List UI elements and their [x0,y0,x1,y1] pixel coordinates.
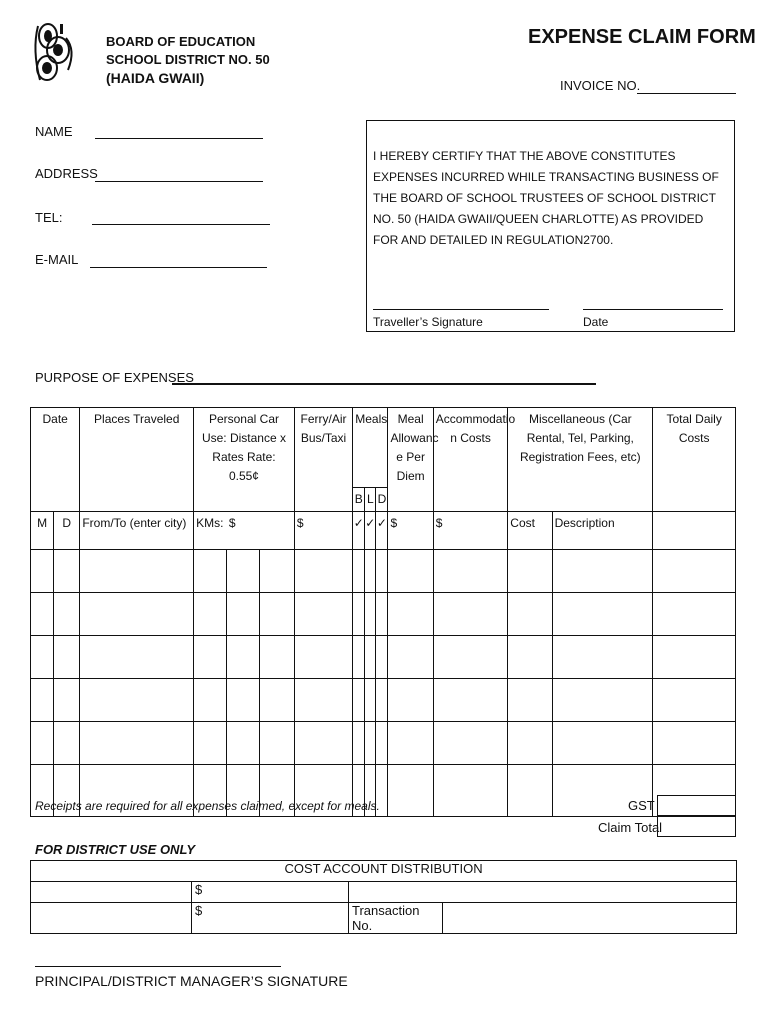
table-cell[interactable] [376,636,388,679]
form-title: EXPENSE CLAIM FORM [528,26,756,48]
table-cell[interactable] [54,722,80,765]
table-cell[interactable] [54,550,80,593]
table-cell[interactable] [31,636,54,679]
table-cell[interactable] [294,550,352,593]
header-total: Total Daily Costs [653,408,736,512]
table-cell[interactable] [508,722,552,765]
sub-accom-dollar: $ [433,512,508,550]
sub-check-b: ✓ [353,512,365,550]
tel-field[interactable] [92,224,270,225]
name-field[interactable] [95,138,263,139]
table-cell[interactable] [388,636,433,679]
table-cell[interactable] [508,550,552,593]
table-cell[interactable] [365,593,376,636]
table-cell[interactable] [433,722,508,765]
traveller-signature-label: Traveller’s Signature [373,315,483,329]
cost-account-code-2[interactable] [31,903,192,934]
header-meal-l: L [365,488,376,512]
sub-kms: KMs: [194,512,227,550]
sub-meal-dollar: $ [388,512,433,550]
principal-signature-label: PRINCIPAL/DISTRICT MANAGER’S SIGNATURE [35,973,348,989]
expense-table [30,407,736,817]
transaction-label: Transaction No. [349,903,443,934]
table-cell[interactable] [31,722,54,765]
certify-box [366,120,735,332]
table-cell[interactable] [353,636,365,679]
cost-account-heading: COST ACCOUNT DISTRIBUTION [31,861,737,882]
table-cell[interactable] [376,722,388,765]
table-cell[interactable] [653,679,736,722]
table-cell[interactable] [31,593,54,636]
table-cell[interactable] [80,722,194,765]
table-cell[interactable] [508,765,552,817]
certify-date-field[interactable] [583,309,723,310]
sub-total [653,512,736,550]
table-row [31,679,736,722]
email-field[interactable] [90,267,267,268]
table-cell[interactable] [259,593,294,636]
org-name-line1: BOARD OF EDUCATION [106,34,256,49]
table-cell[interactable] [294,722,352,765]
table-cell[interactable] [433,593,508,636]
header-meal-b: B [353,488,365,512]
table-cell[interactable] [552,593,653,636]
table-cell[interactable] [259,722,294,765]
header-meal-allowance: Meal Allowanc e Per Diem [388,408,433,512]
table-cell[interactable] [294,593,352,636]
header-places: Places Traveled [80,408,194,512]
table-cell[interactable] [376,550,388,593]
sub-d: D [54,512,80,550]
cost-account-table [30,860,737,934]
header-car: Personal Car Use: Distance x Rates Rate: 0.55¢ [194,408,295,512]
table-cell[interactable] [365,679,376,722]
table-cell[interactable] [433,765,508,817]
name-label: NAME [35,124,73,139]
table-cell[interactable] [552,550,653,593]
table-cell[interactable] [388,765,433,817]
sub-cost: Cost [508,512,552,550]
purpose-field[interactable] [172,383,596,385]
haida-crest-logo [30,20,78,90]
table-cell[interactable] [80,636,194,679]
table-cell[interactable] [194,679,227,722]
header-meals: Meals [353,408,388,488]
sub-m: M [31,512,54,550]
table-cell[interactable] [376,593,388,636]
table-cell[interactable] [80,550,194,593]
cost-account-code-1[interactable] [31,882,192,903]
table-cell[interactable] [353,550,365,593]
invoice-field[interactable] [637,93,736,94]
sub-check-d: ✓ [376,512,388,550]
table-cell[interactable] [80,679,194,722]
gst-label: GST [628,798,655,813]
table-cell[interactable] [653,593,736,636]
table-cell[interactable] [54,593,80,636]
purpose-label: PURPOSE OF EXPENSES [35,370,194,385]
table-cell[interactable] [508,593,552,636]
expense-rows [31,550,736,817]
org-name-line2: SCHOOL DISTRICT NO. 50 [106,52,270,67]
table-cell[interactable] [552,679,653,722]
table-cell[interactable] [194,636,227,679]
traveller-signature-field[interactable] [373,309,549,310]
table-cell[interactable] [388,679,433,722]
table-cell[interactable] [227,679,259,722]
table-cell[interactable] [227,593,259,636]
table-cell[interactable] [508,636,552,679]
table-cell[interactable] [433,550,508,593]
district-use-heading: FOR DISTRICT USE ONLY [35,842,196,857]
sub-check-l: ✓ [365,512,376,550]
address-label: ADDRESS [35,166,98,181]
table-cell[interactable] [353,722,365,765]
cost-account-amount-1[interactable]: $ [192,882,349,903]
table-cell[interactable] [365,722,376,765]
cost-account-amount-2[interactable]: $ [192,903,349,934]
sub-from-to: From/To (enter city) [80,512,194,550]
email-label: E-MAIL [35,252,79,267]
certify-date-label: Date [583,315,609,329]
table-cell[interactable] [365,550,376,593]
table-cell[interactable] [227,636,259,679]
table-cell[interactable] [388,550,433,593]
cost-account-extra-1[interactable] [349,882,737,903]
claim-total-field[interactable] [657,816,736,837]
table-cell[interactable] [80,593,194,636]
header-misc: Miscellaneous (Car Rental, Tel, Parking, Registration Fees, etc) [508,408,653,512]
table-cell[interactable] [259,550,294,593]
table-cell[interactable] [365,636,376,679]
table-cell[interactable] [353,593,365,636]
org-name-line3: (HAIDA GWAII) [106,70,205,86]
header-meal-d: D [376,488,388,512]
table-row [31,593,736,636]
table-cell[interactable] [433,679,508,722]
table-cell[interactable] [376,679,388,722]
table-cell[interactable] [653,636,736,679]
table-cell[interactable] [194,550,227,593]
table-cell[interactable] [388,722,433,765]
claim-total-label: Claim Total [598,820,663,835]
table-cell[interactable] [227,550,259,593]
receipts-note: Receipts are required for all expenses claimed, except for meals. [35,799,380,813]
table-cell[interactable] [294,679,352,722]
table-cell[interactable] [31,550,54,593]
certify-text: I HEREBY CERTIFY THAT THE ABOVE CONSTITUTES EXPENSES INCURRED WHILE TRANSACTING BUSINESS OF THE BOARD OF SCHOOL TRUSTEES OF SCHOOL DISTRICT NO. 50 (HAIDA GWAII/QUEEN CHARLOTTE) AS PROVIDED FOR AND DETAILED IN REGULATION2700. [373,149,719,247]
table-cell[interactable] [259,636,294,679]
sub-description: Description [552,512,653,550]
table-cell[interactable] [294,636,352,679]
table-cell[interactable] [552,722,653,765]
principal-signature-field[interactable] [35,966,281,967]
tel-label: TEL: [35,210,63,225]
address-field[interactable] [95,181,263,182]
table-cell[interactable] [353,679,365,722]
header-accommodation: Accommodatio n Costs [433,408,508,512]
table-row [31,550,736,593]
header-date: Date [31,408,80,512]
table-cell[interactable] [54,636,80,679]
header-ferry: Ferry/Air Bus/Taxi [294,408,352,512]
sub-car-dollar: $ [227,512,294,550]
table-cell[interactable] [227,722,259,765]
table-cell[interactable] [552,636,653,679]
transaction-field[interactable] [443,903,737,934]
table-cell[interactable] [194,593,227,636]
table-cell[interactable] [31,679,54,722]
table-cell[interactable] [433,636,508,679]
table-row [31,722,736,765]
table-cell[interactable] [388,593,433,636]
table-cell[interactable] [653,722,736,765]
table-row [31,636,736,679]
table-cell[interactable] [653,550,736,593]
gst-field[interactable] [657,795,736,816]
invoice-label: INVOICE NO. [560,78,641,93]
table-cell[interactable] [259,679,294,722]
table-cell[interactable] [508,679,552,722]
sub-ferry-dollar: $ [294,512,352,550]
table-cell[interactable] [194,722,227,765]
table-cell[interactable] [54,679,80,722]
